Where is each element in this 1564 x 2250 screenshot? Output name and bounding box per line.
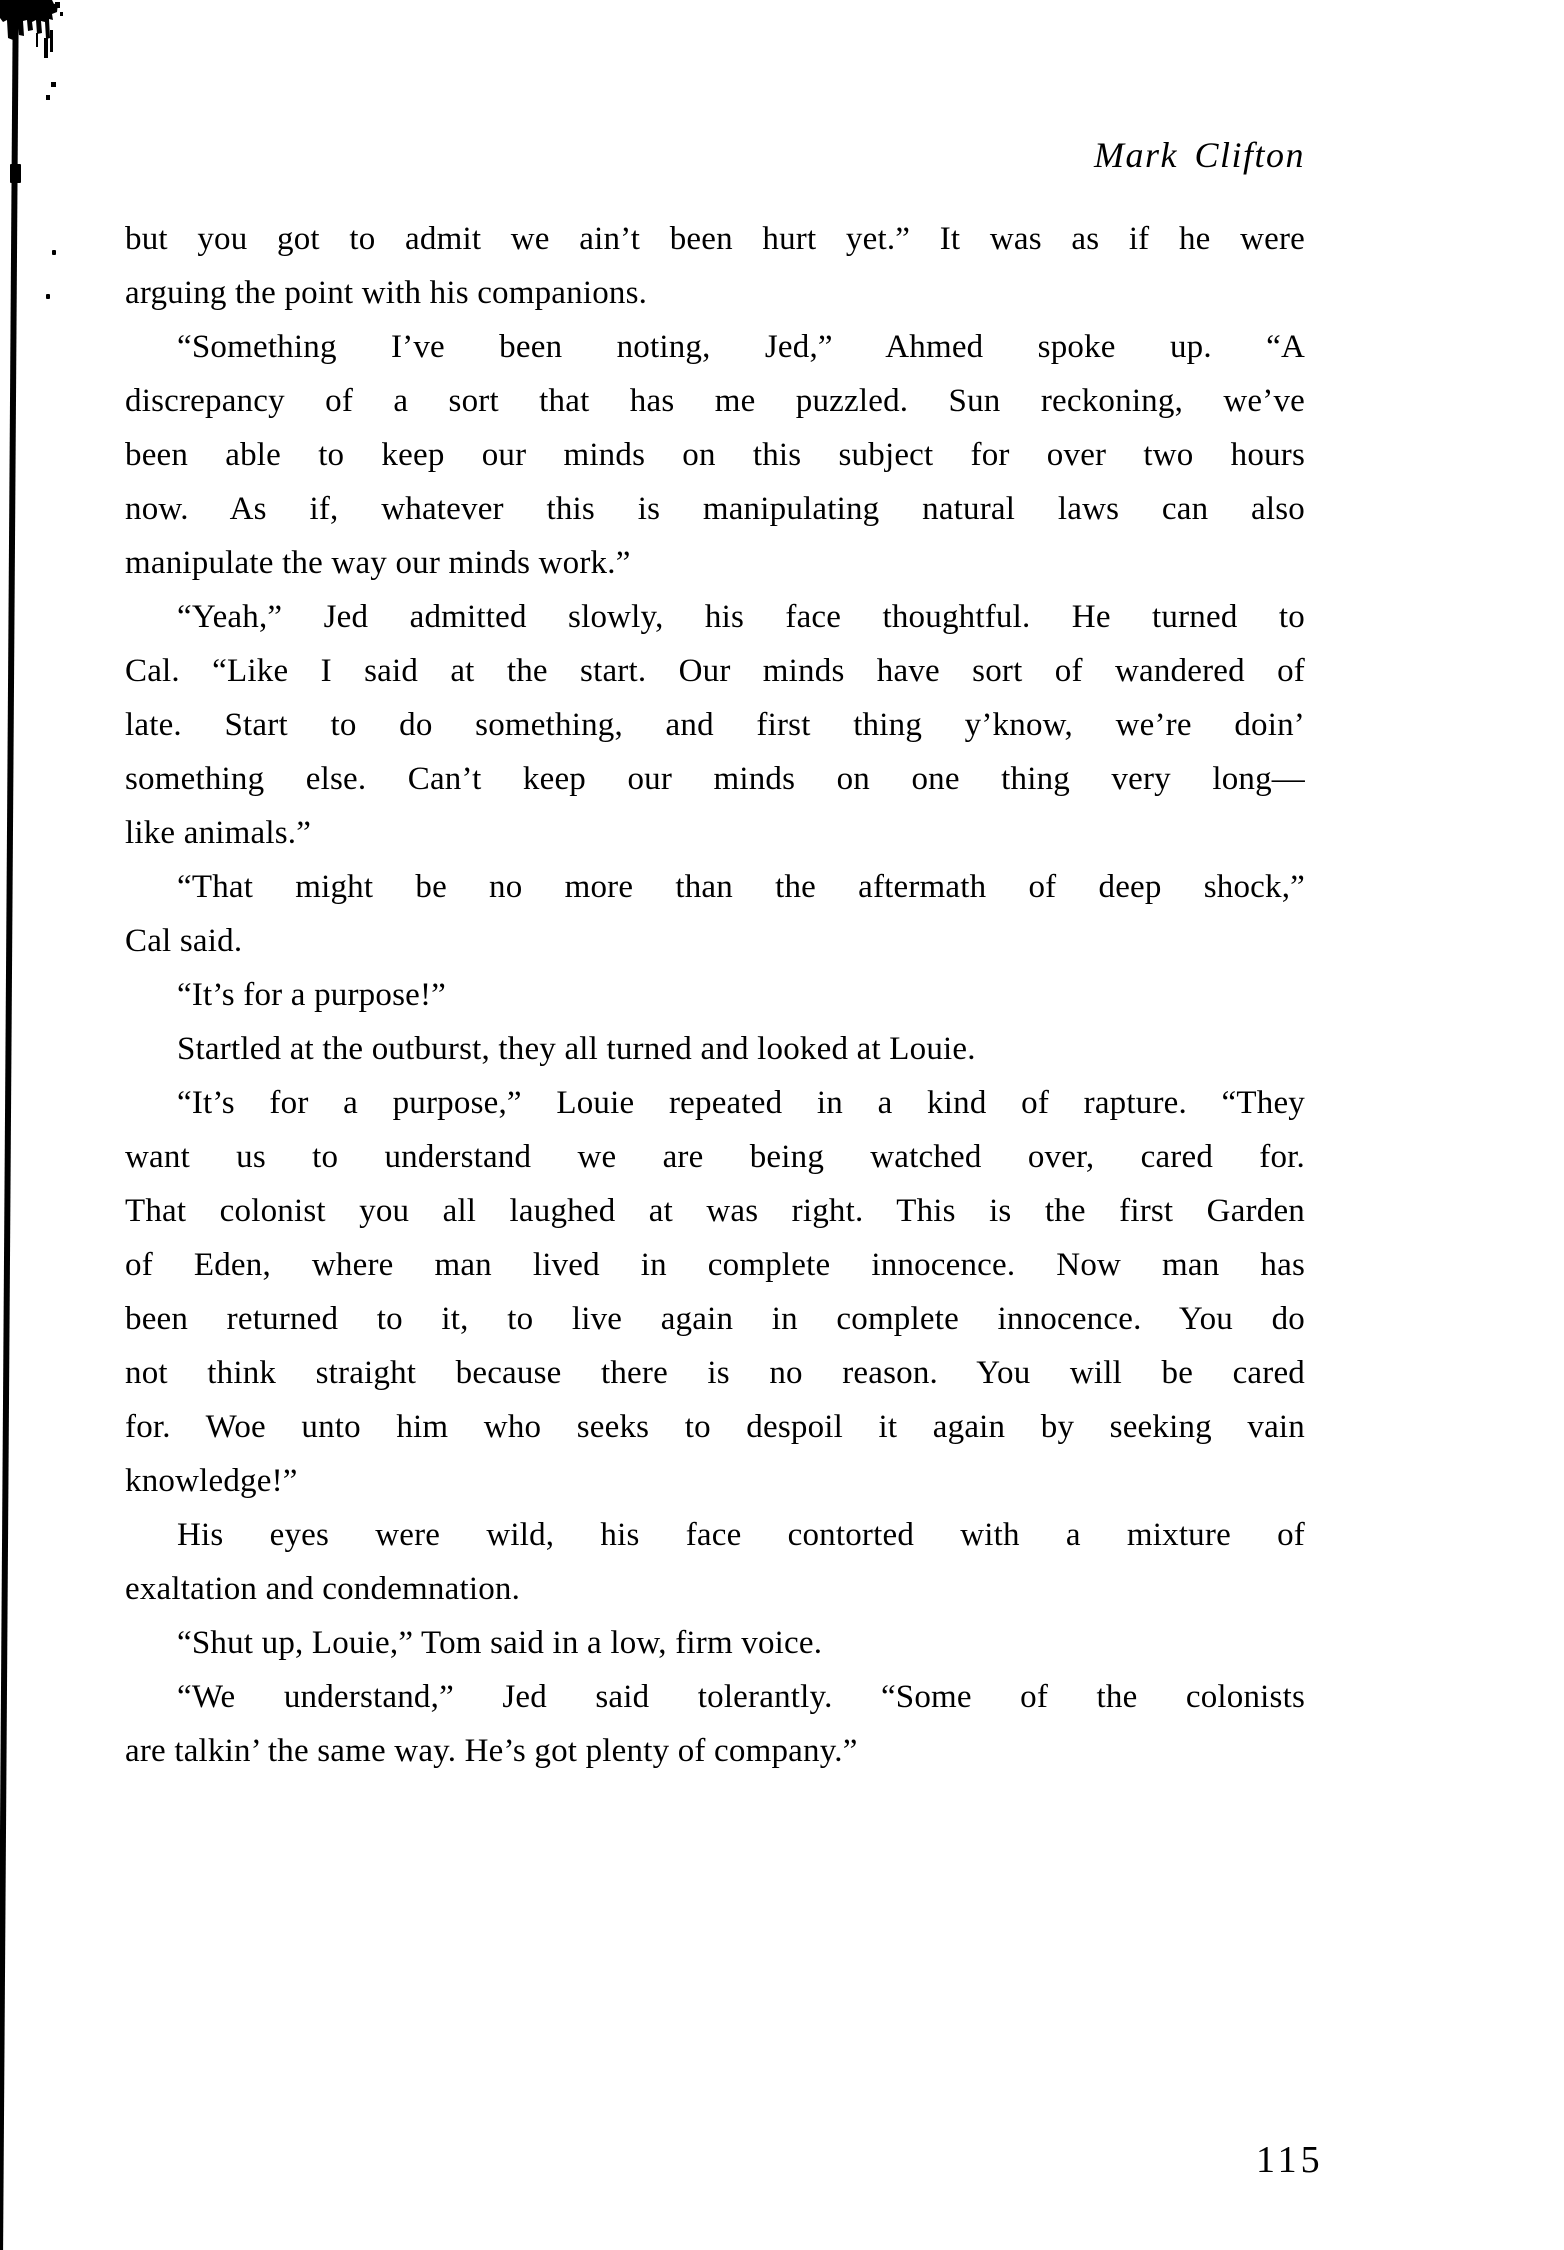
text-line: want us to understand we are being watched over, cared for. xyxy=(125,1139,1305,1175)
scan-smudge-artifact xyxy=(0,0,70,110)
text-line: “Yeah,” Jed admitted slowly, his face thoughtful. He turned to xyxy=(177,599,1305,635)
text-line: Cal. “Like I said at the start. Our minds have sort of wandered of xyxy=(125,653,1305,689)
page-number: 115 xyxy=(1256,2139,1324,2181)
paragraph xyxy=(125,968,1305,1022)
paragraph xyxy=(125,320,1305,590)
text-line: but you got to admit we ain’t been hurt yet.” It was as if he were xyxy=(125,221,1305,257)
paragraph xyxy=(125,212,1305,320)
text-line: Startled at the outburst, they all turned and looked at Louie. xyxy=(177,1031,976,1067)
scan-speck-artifact xyxy=(52,250,56,255)
paragraph xyxy=(125,590,1305,860)
text-line: exaltation and condemnation. xyxy=(125,1571,521,1607)
text-line: manipulate the way our minds work.” xyxy=(125,545,631,581)
paragraph xyxy=(125,860,1305,968)
text-line: of Eden, where man lived in complete innocence. Now man has xyxy=(125,1247,1305,1283)
text-line: “It’s for a purpose,” Louie repeated in a kind of rapture. “They xyxy=(177,1085,1305,1121)
paragraph xyxy=(125,1670,1305,1778)
text-line: are talkin’ the same way. He’s got plenty of company.” xyxy=(125,1733,858,1769)
paragraph xyxy=(125,1076,1305,1508)
text-line: arguing the point with his companions. xyxy=(125,275,648,311)
text-line: His eyes were wild, his face contorted with a mixture of xyxy=(177,1517,1305,1553)
text-line: not think straight because there is no reason. You will be cared xyxy=(125,1355,1305,1391)
text-line: been able to keep our minds on this subject for over two hours xyxy=(125,437,1305,473)
text-line: “It’s for a purpose!” xyxy=(177,977,447,1013)
text-line: discrepancy of a sort that has me puzzled. Sun reckoning, we’ve xyxy=(125,383,1305,419)
paragraph xyxy=(125,1508,1305,1616)
text-line: knowledge!” xyxy=(125,1463,298,1499)
text-line: now. As if, whatever this is manipulating natural laws can also xyxy=(125,491,1305,527)
text-line: late. Start to do something, and first thing y’know, we’re doin’ xyxy=(125,707,1305,743)
scan-speck-artifact xyxy=(46,294,50,299)
scan-speck-artifact xyxy=(10,164,21,183)
paragraph xyxy=(125,1616,1305,1670)
text-line: Cal said. xyxy=(125,923,243,959)
text-line: “We understand,” Jed said tolerantly. “Some of the colonists xyxy=(177,1679,1305,1715)
scan-edge-line-artifact xyxy=(0,0,19,2250)
text-line: like animals.” xyxy=(125,815,312,851)
text-line: for. Woe unto him who seeks to despoil it again by seeking vain xyxy=(125,1409,1305,1445)
running-header-author: Mark Clifton xyxy=(1094,135,1305,175)
paragraph xyxy=(125,1022,1305,1076)
text-line: something else. Can’t keep our minds on one thing very long— xyxy=(125,761,1305,797)
body-text xyxy=(125,212,1305,1778)
text-line: been returned to it, to live again in complete innocence. You do xyxy=(125,1301,1305,1337)
text-line: “Shut up, Louie,” Tom said in a low, firm voice. xyxy=(177,1625,823,1661)
text-line: “That might be no more than the aftermath of deep shock,” xyxy=(177,869,1305,905)
text-line: That colonist you all laughed at was right. This is the first Garden xyxy=(125,1193,1305,1229)
text-line: “Something I’ve been noting, Jed,” Ahmed spoke up. “A xyxy=(177,329,1305,365)
